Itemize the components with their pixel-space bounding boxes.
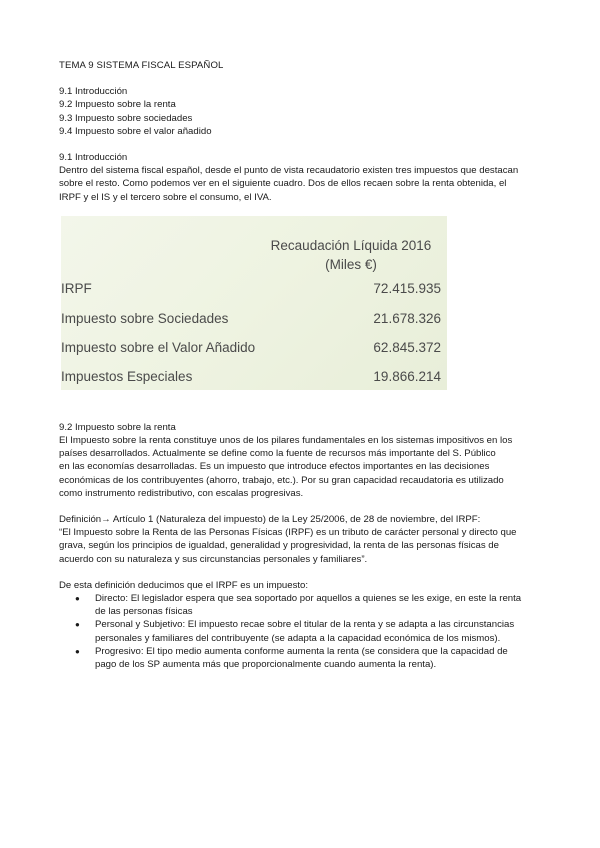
toc-item: 9.3 Impuesto sobre sociedades (59, 112, 193, 124)
section-impuesto-renta (59, 421, 545, 500)
section-heading: 9.1 Introducción (59, 152, 128, 164)
row-value: 21.678.326 (373, 310, 441, 326)
bullet-line: personales y familiares del contribuyente (se adapta a la capacidad económica de los mismos). (95, 632, 501, 644)
table-row (61, 312, 447, 332)
table-row (61, 341, 447, 361)
row-label: Impuesto sobre el Valor Añadido (61, 339, 256, 355)
section-introduccion (59, 151, 545, 204)
bullet-line: ● Directo: El legislador espera que sea soportado por aquellos a quienes se les exige, en este la renta (95, 593, 522, 605)
paragraph-line: El Impuesto sobre la renta constituye unos de los pilares fundamentales en los sistemas impositivos en los (59, 435, 513, 447)
list-item (95, 618, 545, 644)
paragraph-line: económicas de los contribuyentes (ahorro, trabajo, etc.). Por su gran capacidad recaudatoria es utilizado (59, 474, 504, 486)
table-header-unit: (Miles €) (325, 256, 377, 272)
table-header (261, 236, 441, 274)
bullet-list (59, 592, 545, 671)
section-heading: 9.2 Impuesto sobre la renta (59, 421, 176, 433)
row-value: 62.845.372 (373, 339, 441, 355)
row-label: IRPF (61, 280, 92, 296)
paragraph-line: IRPF y el IS y el tercero sobre el consumo, el IVA. (59, 191, 272, 203)
paragraph-line: en las economías desarrolladas. Es un impuesto que introduce efectos importantes en las decisiones (59, 461, 490, 473)
paragraph-line: países desarrollados. Actualmente se define como la fuente de recursos más importante del S. Público (59, 448, 496, 460)
toc-item: 9.4 Impuesto sobre el valor añadido (59, 125, 212, 137)
table-header-title: Recaudación Líquida 2016 (270, 237, 432, 253)
list-item (95, 645, 545, 671)
table-row (61, 282, 447, 302)
table-of-contents (59, 85, 545, 138)
paragraph-line: sobre el resto. Como podemos ver en el siguiente cuadro. Dos de ellos recaen sobre la renta obtenida, el (59, 178, 507, 190)
bullet-line: ● Progresivo: El tipo medio aumenta conforme aumenta la renta (se considera que la capacidad de (95, 645, 508, 657)
document-page (59, 59, 545, 671)
bullet-line: pago de los SP aumenta más que proporcionalmente cuando aumenta la renta). (95, 659, 437, 671)
deduction-block (59, 579, 545, 671)
recaudacion-table (61, 216, 447, 390)
row-value: 72.415.935 (373, 280, 441, 296)
toc-item: 9.2 Impuesto sobre la renta (59, 99, 176, 111)
row-value: 19.866.214 (373, 368, 441, 384)
deduction-intro: De esta definición deducimos que el IRPF es un impuesto: (59, 579, 309, 591)
document-title: TEMA 9 SISTEMA FISCAL ESPAÑOL (59, 60, 224, 71)
list-item (95, 592, 545, 618)
toc-item: 9.1 Introducción (59, 86, 128, 98)
paragraph-line: grava, según los principios de igualdad, generalidad y progresividad, la renta de las personas físicas de (59, 540, 499, 552)
row-label: Impuesto sobre Sociedades (61, 310, 229, 326)
bullet-line: de las personas físicas (95, 606, 193, 618)
table-row (61, 370, 447, 390)
paragraph-line: “El Impuesto sobre la Renta de las Personas Físicas (IRPF) es un tributo de carácter personal y directo que (59, 527, 517, 539)
paragraph-line: como instrumento redistributivo, con escalas progresivas. (59, 487, 304, 499)
paragraph-line: acuerdo con su naturaleza y sus circunstancias personales y familiares”. (59, 553, 368, 565)
paragraph-line: Dentro del sistema fiscal español, desde el punto de vista recaudatorio existen tres impuestos que destacan (59, 165, 519, 177)
definition-block (59, 513, 545, 566)
paragraph-line: Definición→ Artículo 1 (Naturaleza del impuesto) de la Ley 25/2006, de 28 de noviembre, del IRPF: (59, 514, 481, 526)
bullet-line: ● Personal y Subjetivo: El impuesto recae sobre el titular de la renta y se adapta a las circunstancias (95, 619, 515, 631)
row-label: Impuestos Especiales (61, 368, 193, 384)
